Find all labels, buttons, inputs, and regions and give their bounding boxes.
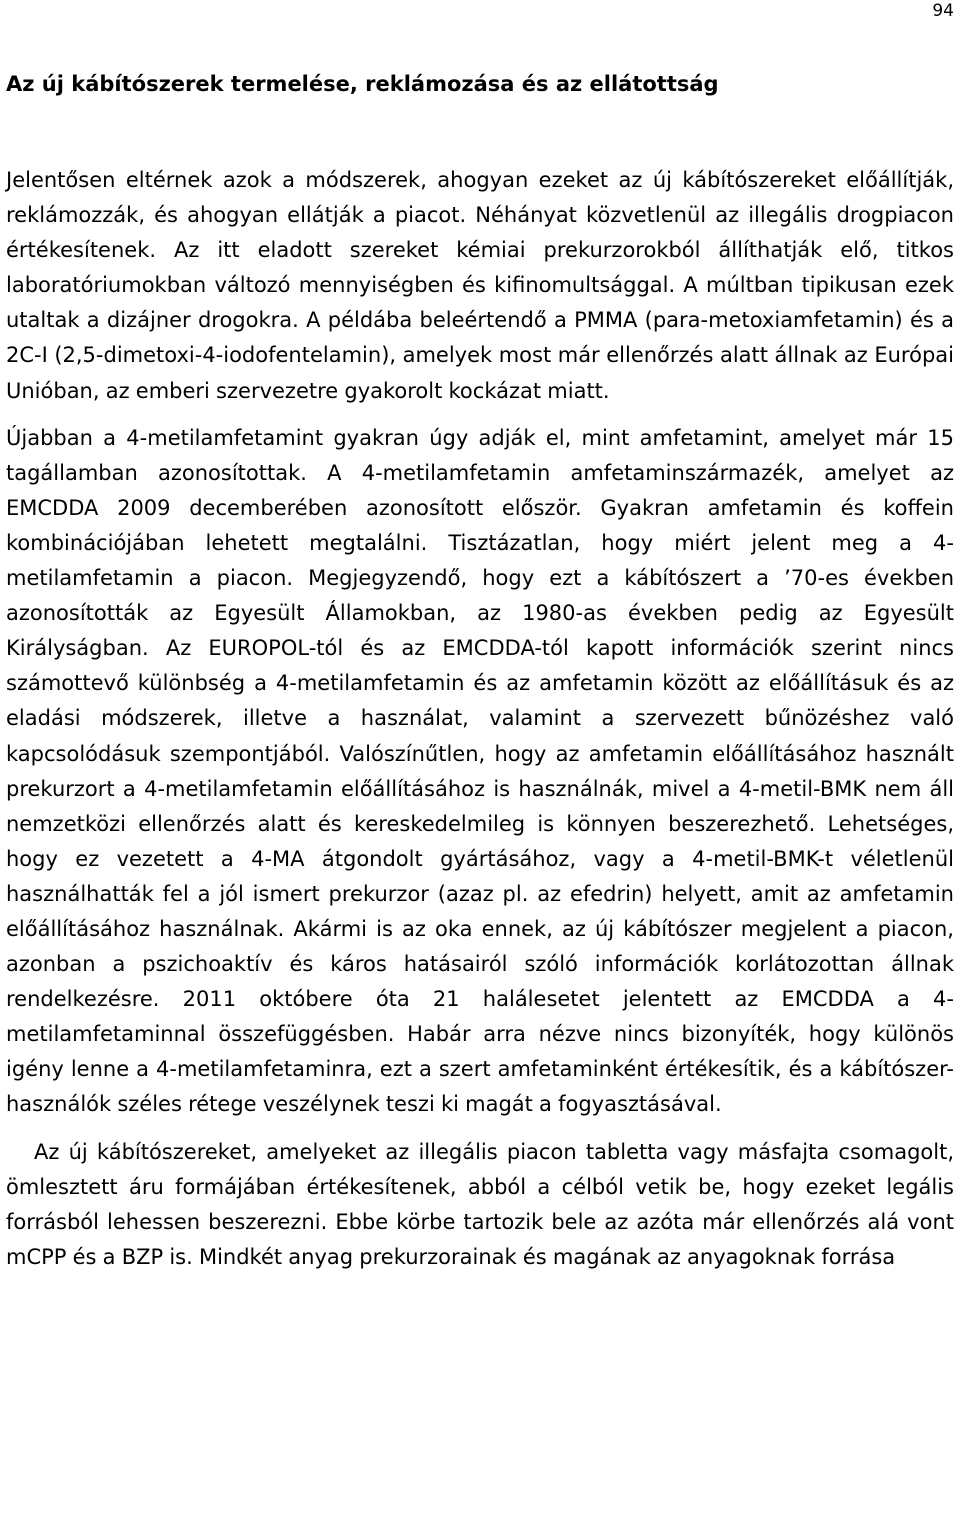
body-text	[6, 163, 954, 1275]
paragraph-1: Jelentősen eltérnek azok a módszerek, ahogyan ezeket az új kábítószereket előállítják, reklámozzák, és ahogyan ellátják a piacot. Néhányat közvetlenül az illegális drogpiacon értékesítenek. Az itt eladott szereket kémiai prekurzorokból állíthatják elő, titkos laboratóriumokban változó mennyiségben és kifinomultsággal. A múltban tipikusan ezek utaltak a dizájner drogokra. A példába beleértendő a PMMA (para-metoxiamfetamin) és a 2C-I (2,5-dimetoxi-4-iodofentelamin), amelyek most már ellenőrzés alatt állnak az Európai Unióban, az emberi szervezetre gyakorolt kockázat miatt.	[6, 168, 954, 403]
paragraph-2: Újabban a 4-metilamfetamint gyakran úgy adják el, mint amfetamint, amelyet már 15 tagállamban azonosítottak. A 4-metilamfetamin amfetaminszármazék, amelyet az EMCDDA 2009 decemberében azonosított először. Gyakran amfetamin és koffein kombinációjában lehetett megtalálni. Tisztázatlan, hogy miért jelent meg a 4-metilamfetamin a piacon. Megjegyzendő, hogy ezt a kábítószert a ’70-es években azonosították az Egyesült Államokban, az 1980-as években pedig az Egyesült Királyságban. Az EUROPOL-tól és az EMCDDA-tól kapott információk szerint nincs számottevő különbség a 4-metilamfetamin és az amfetamin között az előállításuk és az eladási módszerek, illetve a használat, valamint a szervezett bűnözéshez való kapcsolódásuk szempontjából. Valószínűtlen, hogy az amfetamin előállításához használt prekurzort a 4-metilamfetamin előállításához is használnák, mivel a 4-metil-BMK nem áll nemzetközi ellenőrzés alatt és kereskedelmileg is könnyen beszerezhető. Lehetséges, hogy ez vezetett a 4-MA átgondolt gyártásához, vagy a 4-metil-BMK-t véletlenül használhatták fel a jól ismert prekurzor (azaz pl. az efedrin) helyett, amit az amfetamin előállításához használnak. Akármi is az oka ennek, az új kábítószer megjelent a piacon, azonban a pszichoaktív és káros hatásairól szóló információk korlátozottan állnak rendelkezésre. 2011 októbere óta 21 halálesetet jelentett az EMCDDA a 4-metilamfetaminnal összefüggésben. Habár arra nézve nincs bizonyíték, hogy különös igény lenne a 4-metilamfetaminra, ezt a szert amfetaminként értékesítik, és a kábítószer-használók széles rétege veszélynek teszi ki magát a fogyasztásával.	[6, 425, 954, 1117]
section-heading: Az új kábítószerek termelése, reklámozása és az ellátottság	[6, 72, 719, 96]
paragraph-3: Az új kábítószereket, amelyeket az illegális piacon tabletta vagy másfajta csomagolt, ömlesztett áru formájában értékesítenek, abból a célból vetik be, hogy ezeket legális forrásból lehessen beszerezni. Ebbe körbe tartozik bele az azóta már ellenőrzés alá vont mCPP és a BZP is. Mindkét anyag prekurzorainak és magának az anyagoknak forrása	[6, 1139, 954, 1269]
page-number: 94	[932, 1, 954, 21]
